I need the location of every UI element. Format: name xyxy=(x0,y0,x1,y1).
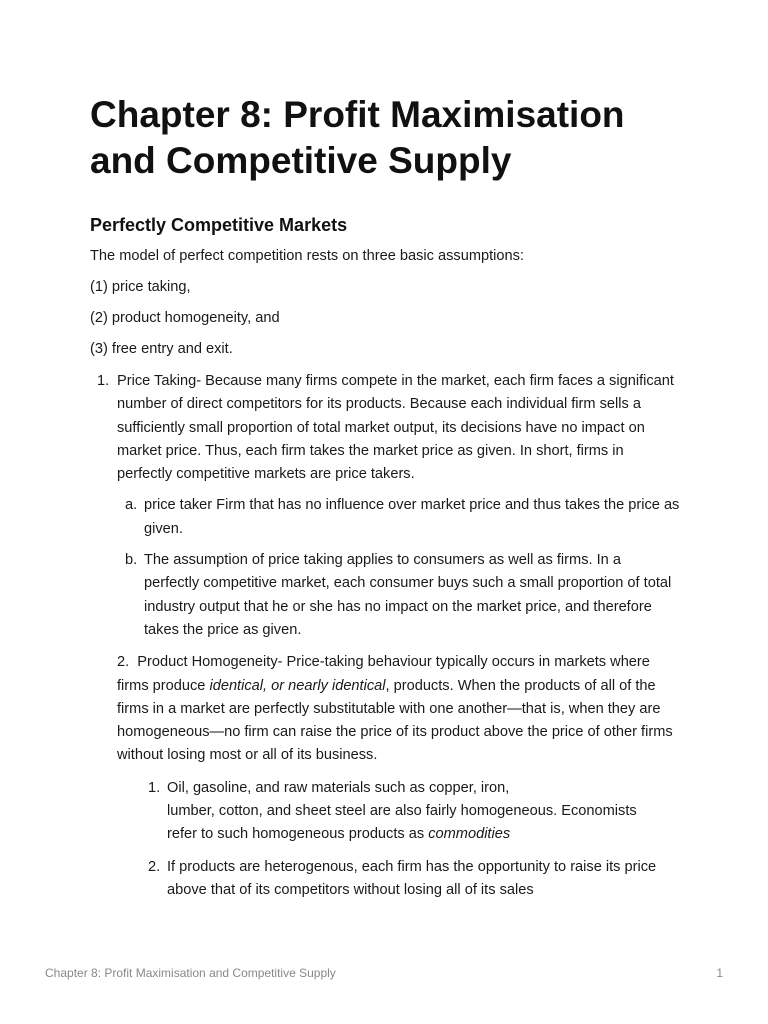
nested-line3: refer to such homogeneous products as xyxy=(167,826,429,843)
list-item-text-italic: identical, or nearly identical xyxy=(209,677,386,694)
list-number: 1. xyxy=(97,373,110,389)
sub-item-letter: a. xyxy=(125,497,138,514)
nested-text: If products are heterogenous, each firm has the opportunity to raise its price above that of its competitors without losing all of its sales xyxy=(167,858,657,898)
intro-paragraph: The model of perfect competition rests on three basic assumptions: xyxy=(90,248,524,264)
section-heading: Perfectly Competitive Markets xyxy=(90,215,348,235)
nested-line3-italic: commodities xyxy=(428,826,511,843)
chapter-title xyxy=(90,92,690,184)
nested-line1: Oil, gasoline, and raw materials such as copper, iron, xyxy=(167,779,510,796)
nested-number: 2. xyxy=(148,858,161,875)
assumption-1: (1) price taking, xyxy=(90,279,191,295)
chapter-title-line1: Chapter 8: Profit Maximisation xyxy=(90,94,625,135)
nested-item-2 xyxy=(148,856,677,903)
footer-running-title: Chapter 8: Profit Maximisation and Competitive Supply xyxy=(45,966,336,980)
sub-item-text: price taker Firm that has no influence over market price and thus takes the price as given. xyxy=(144,497,680,537)
nested-item-1 xyxy=(148,777,677,847)
chapter-title-line2: and Competitive Supply xyxy=(90,140,512,181)
document-body xyxy=(90,92,690,902)
nested-number: 1. xyxy=(148,779,161,796)
list-item-product-homogeneity xyxy=(117,651,677,767)
list-number: 2. xyxy=(117,654,130,671)
assumption-3: (3) free entry and exit. xyxy=(90,341,233,357)
assumption-2: (2) product homogeneity, and xyxy=(90,310,280,326)
list-item-text-after: , products. When the products of all of the firms in a market are perfectly substitutable with one another—that is, when they are homogeneous—no firm can raise the price of its product above the price of other firms without losing most or all of its business. xyxy=(117,677,673,764)
nested-line2: lumber, cotton, and sheet steel are also fairly homogeneous. Economists xyxy=(167,803,637,820)
list-item-price-taking xyxy=(90,370,677,486)
sub-item-text: The assumption of price taking applies to consumers as well as firms. In a perfectly competitive market, each consumer buys such a small proportion of total industry output that he or she has no impact on the market price, and therefore takes the price as given. xyxy=(144,552,672,638)
sub-item-b xyxy=(125,549,680,642)
sub-item-a xyxy=(125,494,680,541)
footer-page-number: 1 xyxy=(716,966,723,980)
sub-item-letter: b. xyxy=(125,552,138,569)
list-item-text-before: Product Homogeneity- Price-taking behaviour typically occurs in markets where firms produce xyxy=(117,654,650,694)
list-item-text: Price Taking- Because many firms compete in the market, each firm faces a significant number of direct competitors for its products. Because each individual firm sells a sufficiently small proportion of total market output, its decisions have no impact on market price. Thus, each firm takes the market price as given. In short, firms in perfectly competitive markets are price takers. xyxy=(117,373,674,483)
